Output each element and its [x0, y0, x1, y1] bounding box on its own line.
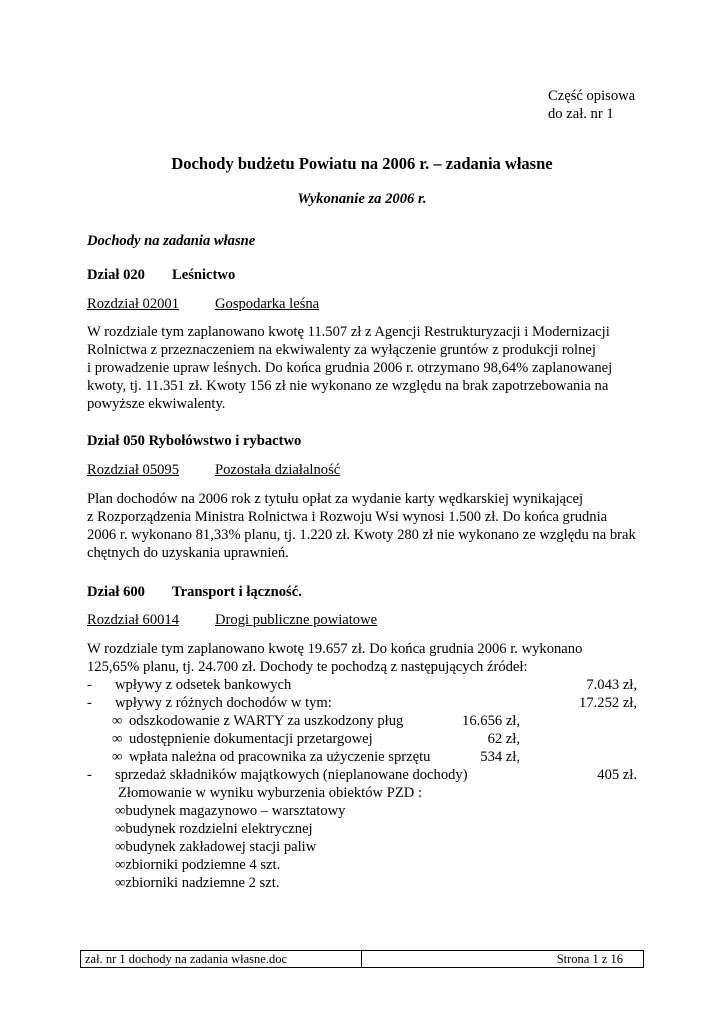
scrap-item: ∞budynek rozdzielni elektrycznej — [115, 821, 313, 837]
income-item-label: wpływy z odsetek bankowych — [115, 677, 292, 693]
section-title: Dochody na zadania własne — [87, 233, 256, 249]
paragraph-transport — [87, 640, 637, 676]
page-title: Dochody budżetu Powiatu na 2006 r. – zadania własne — [171, 154, 553, 173]
paragraph-rybactwo — [87, 490, 637, 562]
scrap-item: ∞zbiorniki nadziemne 2 szt. — [115, 875, 280, 891]
paragraph-line: z Rozporządzenia Ministra Rolnictwa i Rozwoju Wsi wynosi 1.500 zł. Do końca grudnia — [87, 509, 608, 525]
income-item-amount: 7.043 zł, — [586, 677, 637, 693]
paragraph-line: Rolnictwa z przeznaczeniem na ekwiwalenty za wyłączenie gruntów z produkcji rolnej — [87, 342, 596, 358]
page-footer — [80, 950, 644, 968]
income-subitem-amount: 534 zł, — [480, 749, 520, 765]
income-subitem — [87, 712, 637, 730]
dzial-name: Transport i łączność. — [172, 584, 302, 600]
income-subitem — [87, 748, 637, 766]
dash-marker: - — [87, 695, 92, 711]
rozdzial-name: Gospodarka leśna — [215, 296, 320, 312]
rozdzial-name: Drogi publiczne powiatowe — [215, 612, 378, 628]
dzial-number: Dział 020 — [87, 267, 145, 283]
income-subitem-amount: 16.656 zł, — [462, 713, 520, 729]
paragraph-line: kwoty, tj. 11.351 zł. Kwoty 156 zł nie wykonano ze względu na brak zapotrzebowania na — [87, 378, 609, 394]
paragraph-line: W rozdziale tym zaplanowano kwotę 11.507 zł z Agencji Restrukturyzacji i Modernizacji — [87, 324, 610, 340]
infinity-bullet-icon: ∞ — [112, 713, 123, 729]
dzial-600-heading — [87, 584, 302, 601]
income-item-amount: 17.252 zł, — [579, 695, 637, 711]
dzial-050-heading: Dział 050 Rybołówstwo i rybactwo — [87, 433, 302, 449]
infinity-bullet-icon: ∞ — [112, 731, 123, 747]
scrap-item: ∞zbiorniki podziemne 4 szt. — [115, 857, 281, 873]
rozdzial-name: Pozostała działalność — [215, 462, 341, 478]
infinity-bullet-icon: ∞ — [112, 749, 123, 765]
income-subitem-amount: 62 zł, — [487, 731, 520, 747]
dash-marker: - — [87, 767, 92, 783]
income-item-label: sprzedaż składników majątkowych (nieplanowane dochody) — [115, 767, 468, 783]
paragraph-line: W rozdziale tym zaplanowano kwotę 19.657 zł. Do końca grudnia 2006 r. wykonano — [87, 641, 583, 657]
scrap-item: ∞budynek magazynowo – warsztatowy — [115, 803, 346, 819]
scrap-heading: Złomowanie w wyniku wyburzenia obiektów PZD : — [118, 785, 422, 801]
income-item — [87, 766, 637, 784]
dzial-number: Dział 600 — [87, 584, 145, 600]
paragraph-line: powyższe ekwiwalenty. — [87, 396, 226, 412]
income-item — [87, 676, 637, 694]
header-line-2: do zał. nr 1 — [548, 106, 614, 122]
income-item-label: wpływy z różnych dochodów w tym: — [115, 695, 332, 711]
income-subitem-label: wpłata należna od pracownika za użyczenie sprzętu — [129, 749, 431, 765]
dzial-020-heading — [87, 267, 235, 284]
page-subtitle: Wykonanie za 2006 r. — [297, 191, 427, 207]
scrap-item: ∞budynek zakładowej stacji paliw — [115, 839, 317, 855]
footer-filename: zał. nr 1 dochody na zadania własne.doc — [85, 951, 362, 967]
rozdzial-number: Rozdział 02001 — [87, 296, 180, 312]
dzial-name: Leśnictwo — [172, 267, 236, 283]
header-line-1: Część opisowa — [548, 88, 636, 104]
document-header — [548, 87, 635, 123]
dash-marker: - — [87, 677, 92, 693]
income-subitem — [87, 730, 637, 748]
rozdzial-02001-heading — [87, 296, 319, 313]
rozdzial-05095-heading — [87, 462, 340, 479]
rozdzial-number: Rozdział 05095 — [87, 462, 180, 478]
paragraph-line: Plan dochodów na 2006 rok z tytułu opłat za wydanie karty wędkarskiej wynikającej — [87, 491, 584, 507]
rozdzial-number: Rozdział 60014 — [87, 612, 180, 628]
paragraph-line: chętnych do uzyskania uprawnień. — [87, 545, 289, 561]
paragraph-line: 125,65% planu, tj. 24.700 zł. Dochody te pochodzą z następujących źródeł: — [87, 659, 528, 675]
income-item-amount: 405 zł. — [597, 767, 637, 783]
paragraph-line: 2006 r. wykonano 81,33% planu, tj. 1.220 zł. Kwoty 280 zł nie wykonano ze względu na brak — [87, 527, 636, 543]
income-subitem-label: odszkodowanie z WARTY za uszkodzony pług — [129, 713, 404, 729]
rozdzial-60014-heading — [87, 612, 377, 629]
footer-page-number: Strona 1 z 16 — [556, 952, 623, 966]
income-item — [87, 694, 637, 712]
paragraph-lesnictwo — [87, 323, 637, 413]
paragraph-line: i prowadzenie upraw leśnych. Do końca grudnia 2006 r. otrzymano 98,64% zaplanowanej — [87, 360, 613, 376]
income-subitem-label: udostępnienie dokumentacji przetargowej — [129, 731, 373, 747]
